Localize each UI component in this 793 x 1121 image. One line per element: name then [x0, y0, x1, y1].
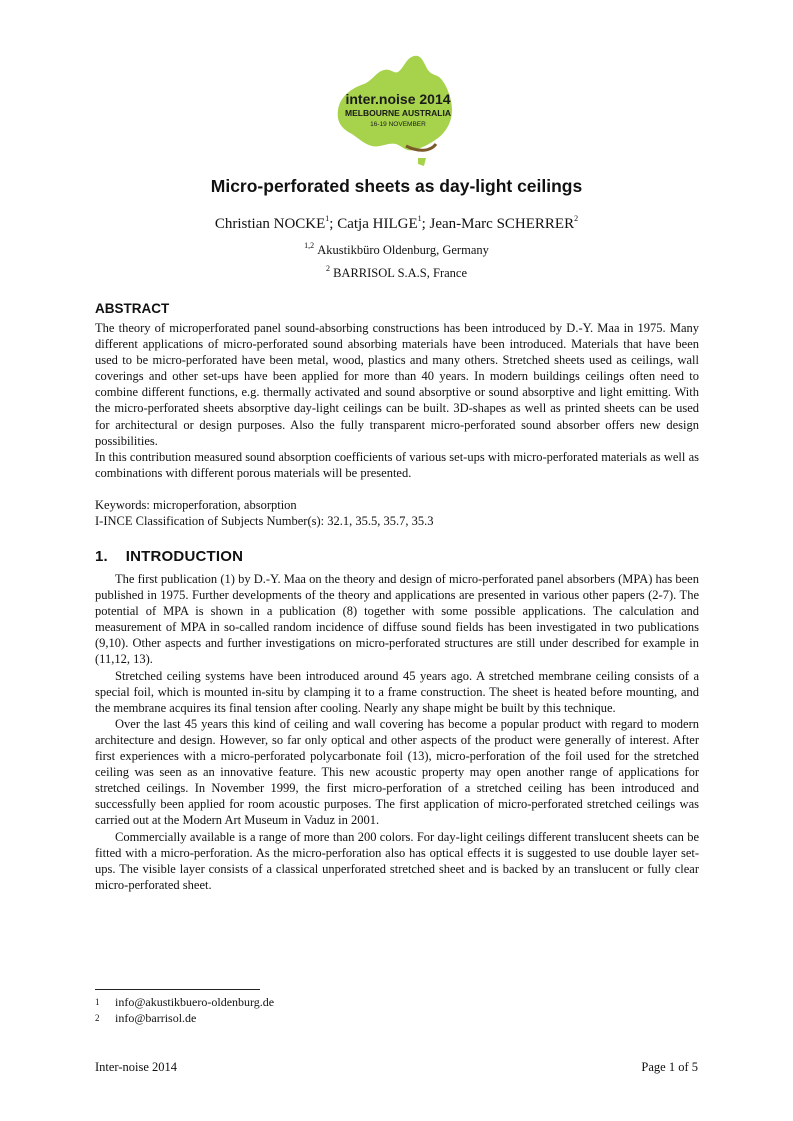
- author-sup: 1: [417, 214, 422, 223]
- author-sep: ;: [421, 216, 430, 232]
- footnotes: [95, 994, 274, 1026]
- intro-paragraph: The first publication (1) by D.-Y. Maa on the theory and design of micro-perforated panel absorbers (MPA) has been published in 1975. Further developments of the theory and applications are presented in various other papers (2-7). The potential of MPA is shown in a publication (8) together with some possible applications. The calculation and measurement of MPA in so-called random incidence of diffuse sound fields has been investigated in two publications (9,10). Other aspects and further investigations on micro-perforated structures are still under described for example in (11,12, 13).: [95, 572, 699, 667]
- intro-paragraph: Over the last 45 years this kind of ceiling and wall covering has become a popular product with regard to modern architecture and design. However, so far only optical and other aspects of the product were generally of interest. After first experiences with a micro-perforated polycarbonate foil (13), micro-perforation of the foil used for the stretched ceiling was seen as an innovative feature. This new acoustic property may open another range of applications for stretched ceilings. In November 1999, the first micro-perforation of a stretched ceiling has been introduced and successfully been applied for room acoustic purposes. The first application of micro-perforated stretched ceilings was carried out at the Modern Art Museum in Vaduz in 2001.: [95, 716, 699, 828]
- footnote-divider: [95, 989, 260, 990]
- affiliation-sup: 2: [325, 264, 330, 273]
- conference-logo: [318, 48, 478, 172]
- logo-line-2: MELBOURNE AUSTRALIA: [345, 108, 451, 118]
- section-title: INTRODUCTION: [125, 548, 244, 565]
- affiliation: [0, 243, 793, 258]
- affiliation-text: Akustikbüro Oldenburg, Germany: [317, 243, 489, 257]
- classification: I-INCE Classification of Subjects Number(s): 32.1, 35.5, 35.7, 35.3: [95, 514, 434, 529]
- keywords-block: [95, 497, 699, 529]
- introduction-heading: [95, 548, 243, 565]
- affiliation-text: BARRISOL S.A.S, France: [333, 266, 468, 280]
- tasmania-shape: [418, 158, 426, 166]
- author-sup: 2: [574, 214, 579, 223]
- logo-line-1: inter.noise 2014: [345, 91, 451, 107]
- author-name: Christian NOCKE: [214, 216, 326, 232]
- author-list: [0, 216, 793, 233]
- abstract-body: [95, 320, 699, 481]
- affiliation: [0, 266, 793, 281]
- keywords: Keywords: microperforation, absorption: [95, 498, 297, 512]
- intro-paragraph: Stretched ceiling systems have been introduced around 45 years ago. A stretched membrane ceiling consists of a special foil, which is mounted in-situ by clamping it to a frame construction. The sheet is heated before mounting, and the membrane acquires its final tension after cooling. Nearly any shape might be built by this technique.: [95, 668, 699, 715]
- footnote-number: 1: [95, 997, 100, 1007]
- logo-line-3: 16-19 NOVEMBER: [370, 121, 426, 128]
- footnote-email[interactable]: info@barrisol.de: [115, 1011, 197, 1025]
- australia-map-logo: [318, 48, 478, 172]
- footnote-number: 2: [95, 1013, 100, 1023]
- abstract-heading: ABSTRACT: [95, 301, 170, 316]
- paper-title: Micro-perforated sheets as day-light ceilings: [210, 176, 583, 196]
- affiliation-sup: 1,2: [304, 241, 315, 250]
- footer-conference: Inter-noise 2014: [95, 1060, 178, 1074]
- section-number: 1.: [95, 548, 108, 565]
- introduction-body: [95, 571, 699, 893]
- abstract-paragraph: In this contribution measured sound absorption coefficients of various set-ups with micro-perforated materials as well as combinations with different porous materials will be presented.: [95, 449, 699, 480]
- author-sep: ;: [329, 216, 338, 232]
- author-name: Jean-Marc SCHERRER: [429, 216, 575, 232]
- footnote: [95, 994, 274, 1010]
- footnote: [95, 1010, 274, 1026]
- footer-page-number: Page 1 of 5: [641, 1060, 698, 1074]
- intro-paragraph: Commercially available is a range of more than 200 colors. For day-light ceilings different translucent sheets can be fitted with a micro-perforation. As the micro-perforation also has optical effects it is suggested to use double layer set-ups. The visible layer consists of a classical unperforated stretched sheet and is backed by an translucent or fully clear micro-perforated sheet.: [95, 829, 699, 892]
- footnote-email[interactable]: info@akustikbuero-oldenburg.de: [115, 995, 275, 1009]
- author-name: Catja HILGE: [337, 216, 418, 232]
- author-sup: 1: [325, 214, 330, 223]
- abstract-paragraph: The theory of microperforated panel sound-absorbing constructions has been introduced by D.-Y. Maa in 1975. Many different applications of micro-perforated sound absorbing materials have been introduced. Materials that have been used to be micro-perforated have been metal, wood, plastics and many others. Stretched sheets used as ceilings, wall coverings and other set-ups have been applied for more than 40 years. In modern buildings ceilings often need to combine different functions, e.g. thermally activated and sound absorptive or sound absorptive and light emitting. With the micro-perforated sheets absorptive day-light ceilings can be built. 3D-shapes as well as printed sheets can be used for architectural or design purposes. Also the fully transparent micro-perforated sound absorber offers new design possibilities.: [95, 321, 699, 448]
